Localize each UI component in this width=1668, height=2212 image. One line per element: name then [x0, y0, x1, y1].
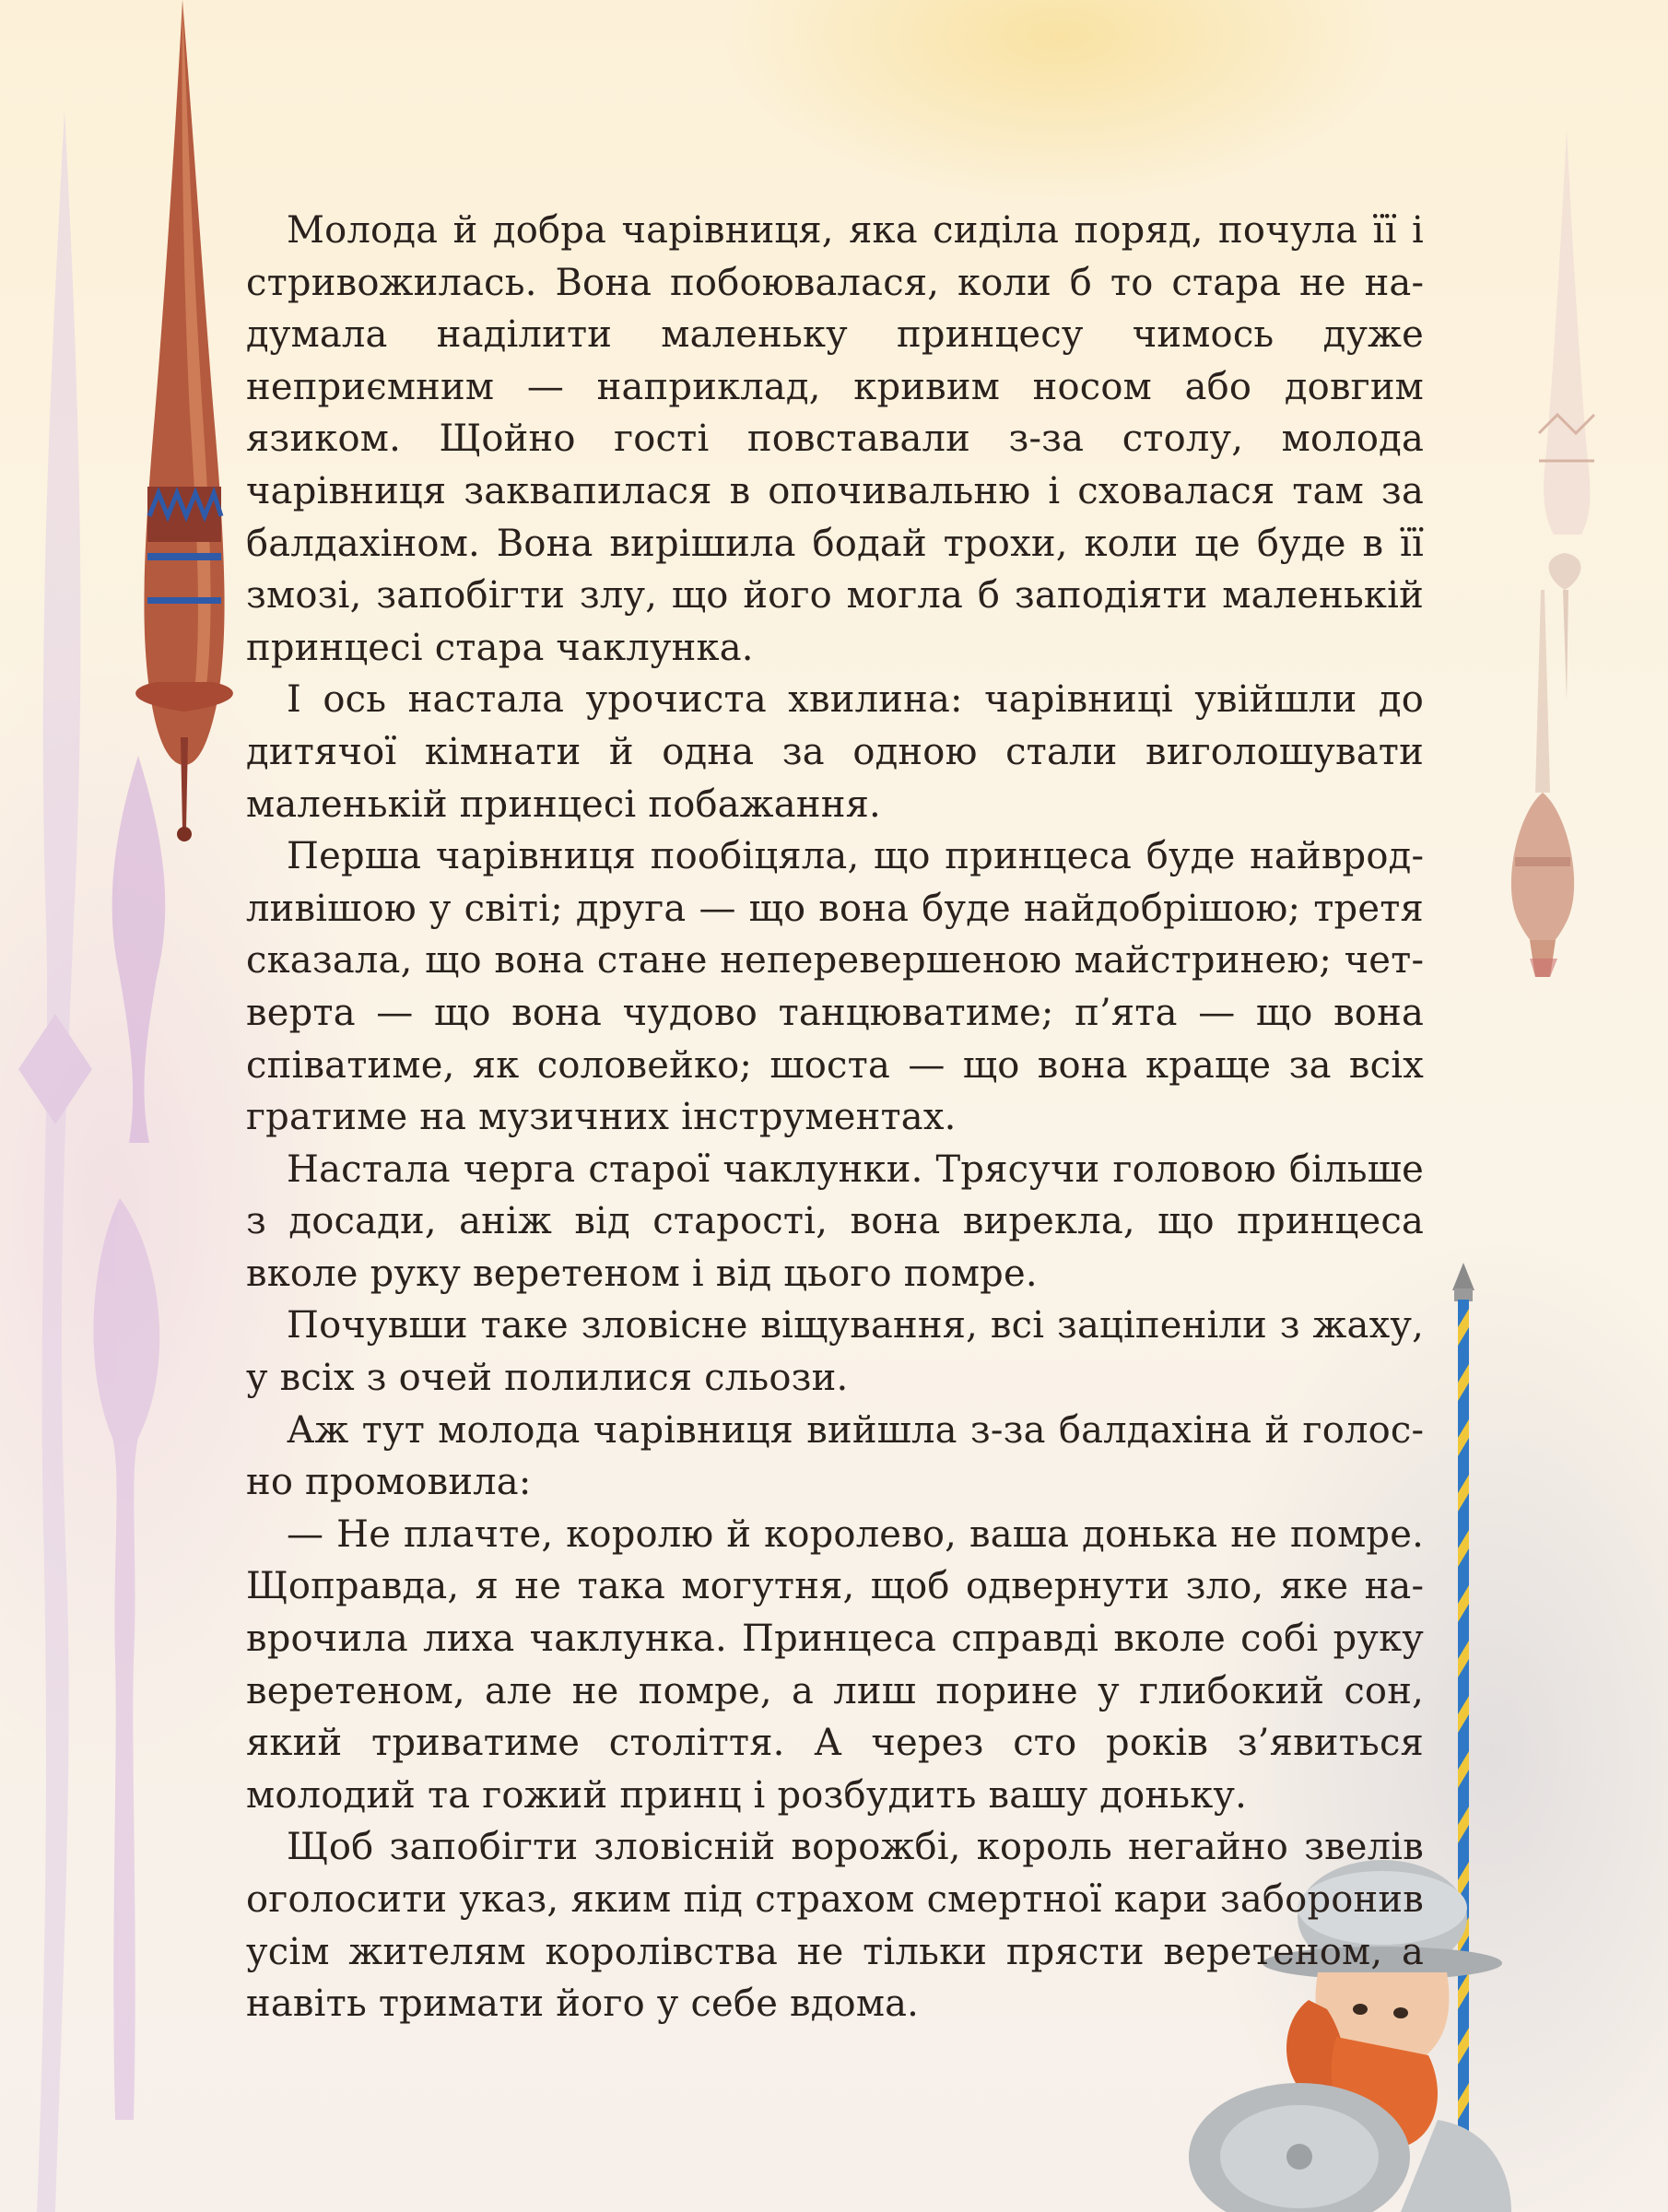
right-top-spindle-icon: [1539, 129, 1594, 700]
left-spindle-icon: [135, 0, 233, 841]
paragraph-2: І ось настала урочиста хвилина: чарівниці увійшли до дитячої кімнати й одна за одною стали виголошувати маленькій принцесі побажання.: [246, 678, 1424, 826]
paragraph-4: Настала черга старої чаклунки. Трясучи головою більше з досади, аніж від старості, вона вирекла, що принцеса вколе руку веретеном і від цього помре.: [246, 1147, 1424, 1295]
paragraph-3: Перша чарівниця пообіцяла, що принцеса буде найвродливішою у світі; друга — що вона буде найдобрішою; третя сказала, що вона стане неперевершеною майстринею; четверта — що вона чудово танцюватиме; п’ята — що вона співатиме, як соловейко; шоста — що вона краще за всіх гратиме на музичних інструментах.: [246, 835, 1424, 1139]
paragraph-5: Почувши таке зловісне віщування, всі заціпеніли з жаху, у всіх з очей полилися сльози.: [246, 1304, 1424, 1400]
lance-icon: [1452, 1263, 1474, 2212]
paragraph-1: Молода й добра чарівниця, яка сиділа поряд, почула її і стривожилась. Вона побоювалася, коли б то стара не надумала наділити маленьку принцесу чимось дуже неприємним — наприклад, кривим носом або довгим язиком. Щойно гості повставали з-за столу, молода чарівниця заквапилася в опочивальню і сховалася там за балдахіном. Вона вирішила бодай трохи, коли це буде в її змозі, запобігти злу, що його могла б заподіяти маленькій принцесі стара чаклунка.: [246, 209, 1424, 669]
left-pale-spindles-icon: [18, 111, 165, 2212]
story-text: [246, 205, 1424, 2030]
right-mid-spindle-icon: [1511, 590, 1574, 977]
paragraph-6: Аж тут молода чарівниця вийшла з-за балдахіна й голосно промовила:: [246, 1408, 1424, 1504]
paragraph-8: Щоб запобігти зловісній ворожбі, король негайно звелів оголосити указ, яким під страхом смертної кари заборонив усім жителям королівства не тільки прясти веретеном, а навіть тримати його у себе вдома.: [246, 1826, 1424, 2026]
paragraph-7: — Не плачте, королю й королево, ваша донька не помре. Щоправда, я не така могутня, щоб одвернути зло, яке наврочила лиха чаклунка. Принцеса справді вколе собі руку веретеном, але не помре, а лиш порине у глибокий сон, який триватиме століття. А через сто років з’явиться молодий та гожий принц і розбудить вашу доньку.: [246, 1512, 1424, 1817]
